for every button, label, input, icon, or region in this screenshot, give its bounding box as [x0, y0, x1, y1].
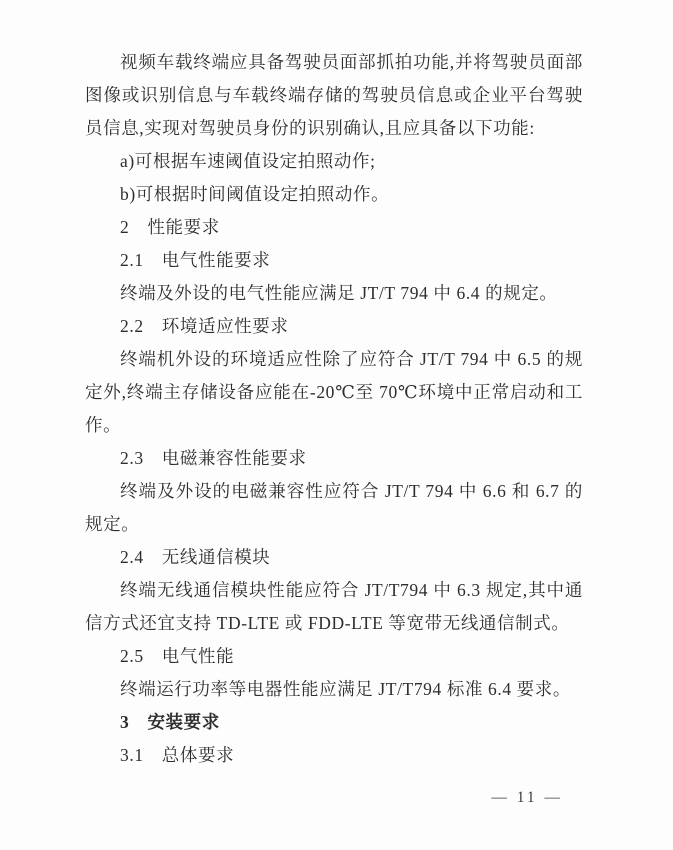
list-item: a)可根据车速阈值设定拍照动作; [120, 151, 376, 171]
paragraph: 终端及外设的电磁兼容性应符合 JT/T 794 中 6.6 和 6.7 的规定。 [85, 481, 583, 534]
section-heading: 2.1 电气性能要求 [120, 250, 271, 270]
document-body [85, 46, 583, 772]
paragraph: 终端运行功率等电器性能应满足 JT/T794 标准 6.4 要求。 [120, 679, 571, 699]
paragraph: 终端机外设的环境适应性除了应符合 JT/T 794 中 6.5 的规定外,终端主存储设备应能在-20℃至 70℃环境中正常启动和工作。 [85, 349, 583, 435]
paragraph: 终端无线通信模块性能应符合 JT/T794 中 6.3 规定,其中通信方式还宜支持 TD-LTE 或 FDD-LTE 等宽带无线通信制式。 [85, 580, 583, 633]
section-heading: 2.4 无线通信模块 [120, 547, 271, 567]
section-heading: 3.1 总体要求 [120, 745, 235, 765]
chapter-heading: 3 安装要求 [120, 712, 220, 732]
section-heading: 2.5 电气性能 [120, 646, 235, 666]
paragraph: 视频车载终端应具备驾驶员面部抓拍功能,并将驾驶员面部图像或识别信息与车载终端存储的驾驶员信息或企业平台驾驶员信息,实现对驾驶员身份的识别确认,且应具备以下功能: [85, 52, 583, 138]
section-heading: 2.2 环境适应性要求 [120, 316, 289, 336]
page-number: — 11 — [491, 789, 563, 806]
section-heading: 2.3 电磁兼容性能要求 [120, 448, 307, 468]
section-heading: 2 性能要求 [120, 217, 220, 237]
list-item: b)可根据时间阈值设定拍照动作。 [120, 184, 390, 204]
paragraph: 终端及外设的电气性能应满足 JT/T 794 中 6.4 的规定。 [120, 283, 558, 303]
